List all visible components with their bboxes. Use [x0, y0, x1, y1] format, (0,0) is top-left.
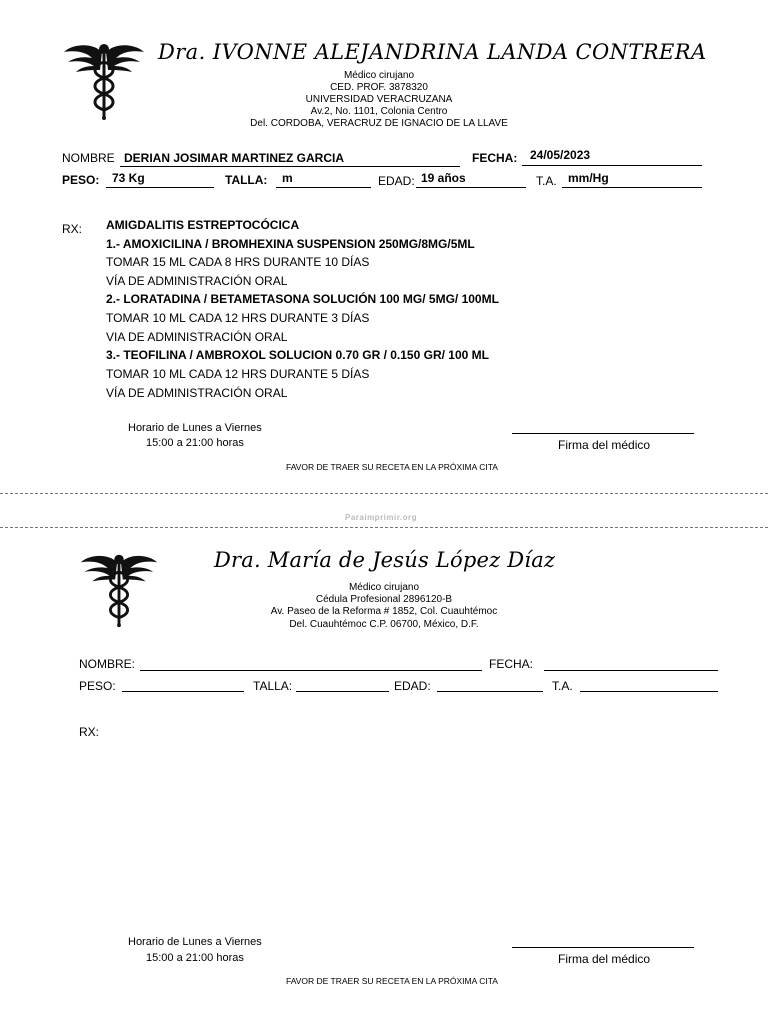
fecha-label: FECHA:: [472, 151, 518, 165]
doctor-name: Dra. María de Jesús López Díaz: [214, 548, 556, 572]
doctor-title: Médico cirujano: [348, 582, 420, 593]
talla-underline: [276, 187, 371, 188]
address-line: Av.2, No. 1101, Colonia Centro: [310, 106, 448, 117]
address-city: Del. CORDOBA, VERACRUZ DE IGNACIO DE LA LLAVE: [250, 118, 508, 129]
signature-line: [512, 433, 694, 434]
rx-line: VÍA DE ADMINISTRACIÓN ORAL: [106, 274, 288, 288]
doctor-name: Dra. IVONNE ALEJANDRINA LANDA CONTRERA: [158, 40, 707, 64]
ta-underline: [580, 691, 718, 692]
peso-value: 73 Kg: [112, 171, 145, 185]
rx-line: VIA DE ADMINISTRACIÓN ORAL: [106, 330, 288, 344]
rx-label: RX:: [79, 725, 100, 739]
rx-line: 2.- LORATADINA / BETAMETASONA SOLUCIÓN 100 MG/ 5MG/ 100ML: [106, 292, 499, 306]
nombre-underline: [140, 670, 482, 671]
peso-label: PESO:: [79, 679, 116, 693]
nombre-label: NOMBRE: [62, 151, 115, 165]
edad-underline: [416, 187, 526, 188]
university: UNIVERSIDAD VERACRUZANA: [305, 94, 453, 105]
schedule-hours: 15:00 a 21:00 horas: [146, 437, 244, 449]
talla-label: TALLA:: [253, 679, 293, 693]
rx-line: TOMAR 10 ML CADA 12 HRS DURANTE 5 DÍAS: [106, 367, 370, 381]
signature-label: Firma del médico: [558, 438, 651, 452]
peso-underline: [122, 691, 244, 692]
rx-line: 3.- TEOFILINA / AMBROXOL SOLUCION 0.70 GR / 0.150 GR/ 100 ML: [106, 348, 489, 362]
rx-line: TOMAR 15 ML CADA 8 HRS DURANTE 10 DÍAS: [106, 255, 370, 269]
signature-label: Firma del médico: [558, 952, 651, 966]
schedule-hours: 15:00 a 21:00 horas: [146, 952, 244, 964]
fecha-underline: [544, 670, 718, 671]
doctor-title: Médico cirujano: [343, 70, 415, 81]
talla-value: m: [282, 171, 293, 185]
watermark: Paraimprimir.org: [345, 513, 418, 522]
peso-label: PESO:: [62, 173, 100, 187]
footer-note: FAVOR DE TRAER SU RECETA EN LA PRÓXIMA CITA: [286, 462, 498, 472]
ta-label: T.A.: [536, 174, 557, 188]
nombre-underline: [120, 166, 460, 167]
signature-line: [512, 947, 694, 948]
address-city: Del. Cuauhtémoc C.P. 06700, México, D.F.: [289, 619, 479, 630]
address-line: Av. Paseo de la Reforma # 1852, Col. Cuauhtémoc: [270, 606, 498, 617]
ta-underline: [562, 187, 702, 188]
rx-label: RX:: [62, 222, 83, 236]
rx-diagnosis: AMIGDALITIS ESTREPTOCÓCICA: [106, 218, 300, 232]
nombre-label: NOMBRE:: [79, 657, 136, 671]
edad-value: 19 años: [421, 171, 466, 185]
peso-underline: [106, 187, 214, 188]
schedule-days: Horario de Lunes a Viernes: [128, 422, 262, 434]
rx-line: 1.- AMOXICILINA / BROMHEXINA SUSPENSION 250MG/8MG/5ML: [106, 237, 475, 251]
nombre-value: DERIAN JOSIMAR MARTINEZ GARCIA: [124, 151, 345, 165]
edad-label: EDAD:: [378, 174, 415, 188]
ta-value: mm/Hg: [568, 171, 609, 185]
fecha-underline: [522, 165, 702, 166]
caduceus-logo-icon: [79, 550, 159, 630]
talla-underline: [296, 691, 389, 692]
professional-license: CED. PROF. 3878320: [330, 82, 428, 93]
rx-line: TOMAR 10 ML CADA 12 HRS DURANTE 3 DÍAS: [106, 311, 370, 325]
edad-label: EDAD:: [394, 679, 431, 693]
schedule-days: Horario de Lunes a Viernes: [128, 936, 262, 948]
talla-label: TALLA:: [225, 173, 268, 187]
professional-license: Cédula Profesional 2896120-B: [315, 594, 453, 605]
footer-note: FAVOR DE TRAER SU RECETA EN LA PRÓXIMA CITA: [286, 976, 498, 986]
ta-label: T.A.: [552, 679, 573, 693]
fecha-value: 24/05/2023: [530, 148, 591, 162]
fecha-label: FECHA:: [489, 657, 534, 671]
caduceus-logo-icon: [62, 40, 146, 122]
edad-underline: [437, 691, 543, 692]
cut-line-lower: [0, 527, 768, 528]
cut-line-upper: [0, 493, 768, 494]
rx-line: VÍA DE ADMINISTRACIÓN ORAL: [106, 386, 288, 400]
